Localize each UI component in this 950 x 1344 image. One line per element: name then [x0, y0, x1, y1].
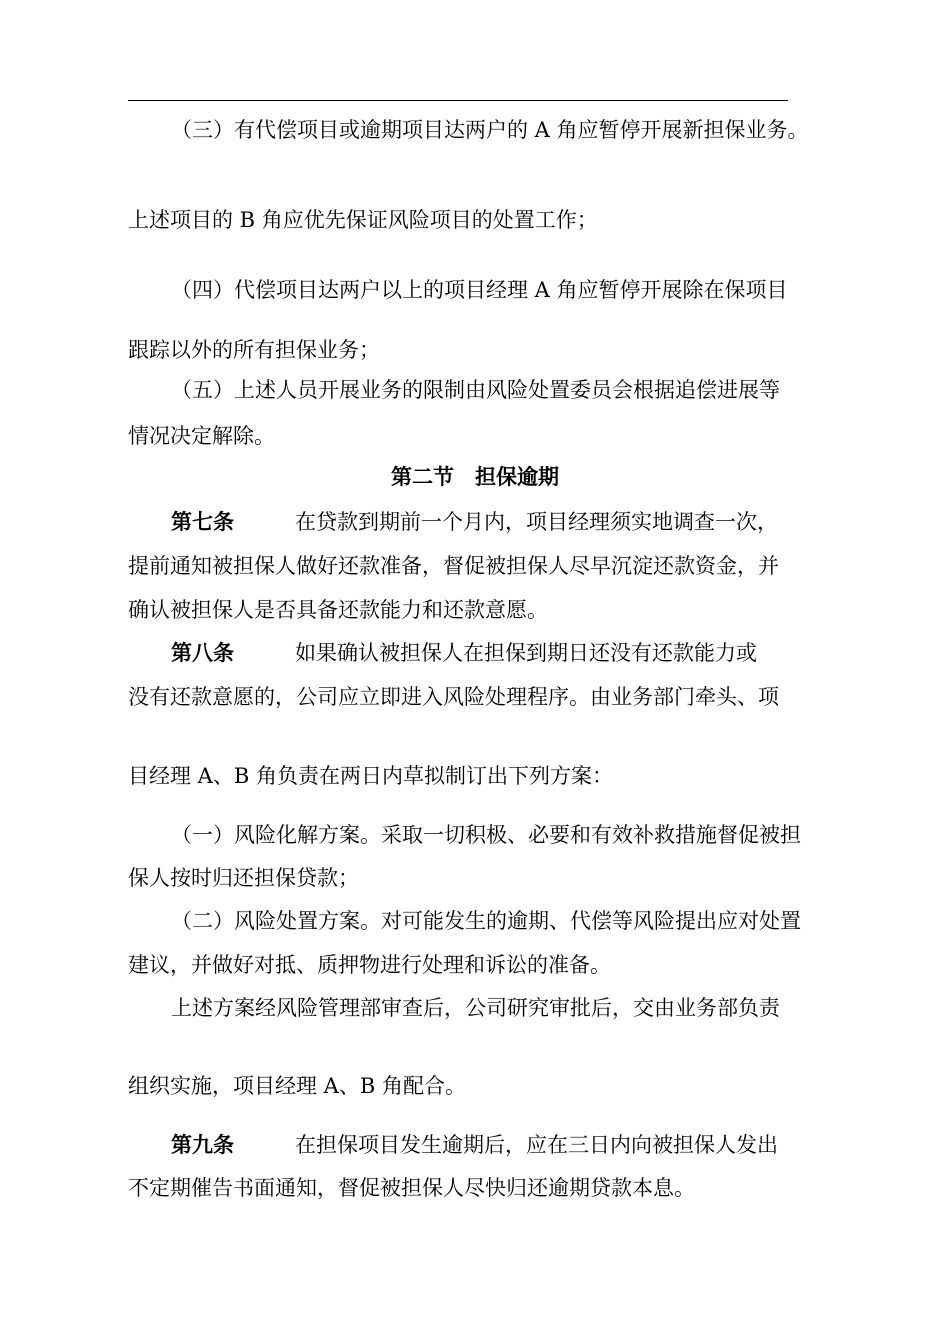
- text-line-16: （一）风险化解方案。采取一切积极、必要和有效补救措施督促被担: [171, 823, 801, 847]
- article-9-line-2: 不定期催告书面通知，督促被担保人尽快归还逾期贷款本息。: [128, 1176, 695, 1200]
- text-line-5: （五）上述人员开展业务的限制由风险处置委员会根据追偿进展等: [171, 378, 780, 402]
- text-line-17: 保人按时归还担保贷款；: [128, 866, 359, 890]
- article-7-line-2: 提前通知被担保人做好还款准备，督促被担保人尽早沉淀还款资金，并: [128, 554, 779, 578]
- text-line-4: 跟踪以外的所有担保业务；: [128, 338, 380, 362]
- header-rule: [128, 100, 788, 101]
- article-8-line-2: 没有还款意愿的，公司应立即进入风险处理程序。由业务部门牵头、项: [128, 685, 779, 709]
- article-8-line-3: 目经理 A、B 角负责在两日内草拟制订出下列方案：: [128, 764, 613, 788]
- section-heading: 第二节 担保逾期: [391, 464, 559, 489]
- article-8-line-1: [171, 641, 757, 665]
- article-8-label: 第八条: [171, 640, 234, 665]
- text-line-2: 上述项目的 B 角应优先保证风险项目的处置工作；: [128, 208, 598, 232]
- article-7-line-1: [171, 510, 778, 534]
- text-line-1: （三）有代偿项目或逾期项目达两户的 A 角应暂停开展新担保业务。: [171, 118, 809, 142]
- text-line-19: 建议，并做好对抵、质押物进行处理和诉讼的准备。: [128, 953, 611, 977]
- text-line-3: （四）代偿项目达两户以上的项目经理 A 角应暂停开展除在保项目: [171, 278, 788, 302]
- article-8-text-1: 如果确认被担保人在担保到期日还没有还款能力或: [295, 641, 757, 665]
- article-9-label: 第九条: [171, 1132, 234, 1157]
- text-line-18: （二）风险处置方案。对可能发生的逾期、代偿等风险提出应对处置: [171, 909, 801, 933]
- text-line-6: 情况决定解除。: [128, 424, 275, 448]
- article-9-text-1: 在担保项目发生逾期后，应在三日内向被担保人发出: [295, 1133, 778, 1157]
- text-line-21: 组织实施，项目经理 A、B 角配合。: [128, 1074, 466, 1098]
- article-7-text-1: 在贷款到期前一个月内，项目经理须实地调查一次，: [295, 510, 778, 534]
- text-line-20: 上述方案经风险管理部审查后，公司研究审批后，交由业务部负责: [171, 996, 780, 1020]
- article-9-line-1: [171, 1133, 778, 1157]
- article-7-label: 第七条: [171, 509, 234, 534]
- article-7-line-3: 确认被担保人是否具备还款能力和还款意愿。: [128, 598, 548, 622]
